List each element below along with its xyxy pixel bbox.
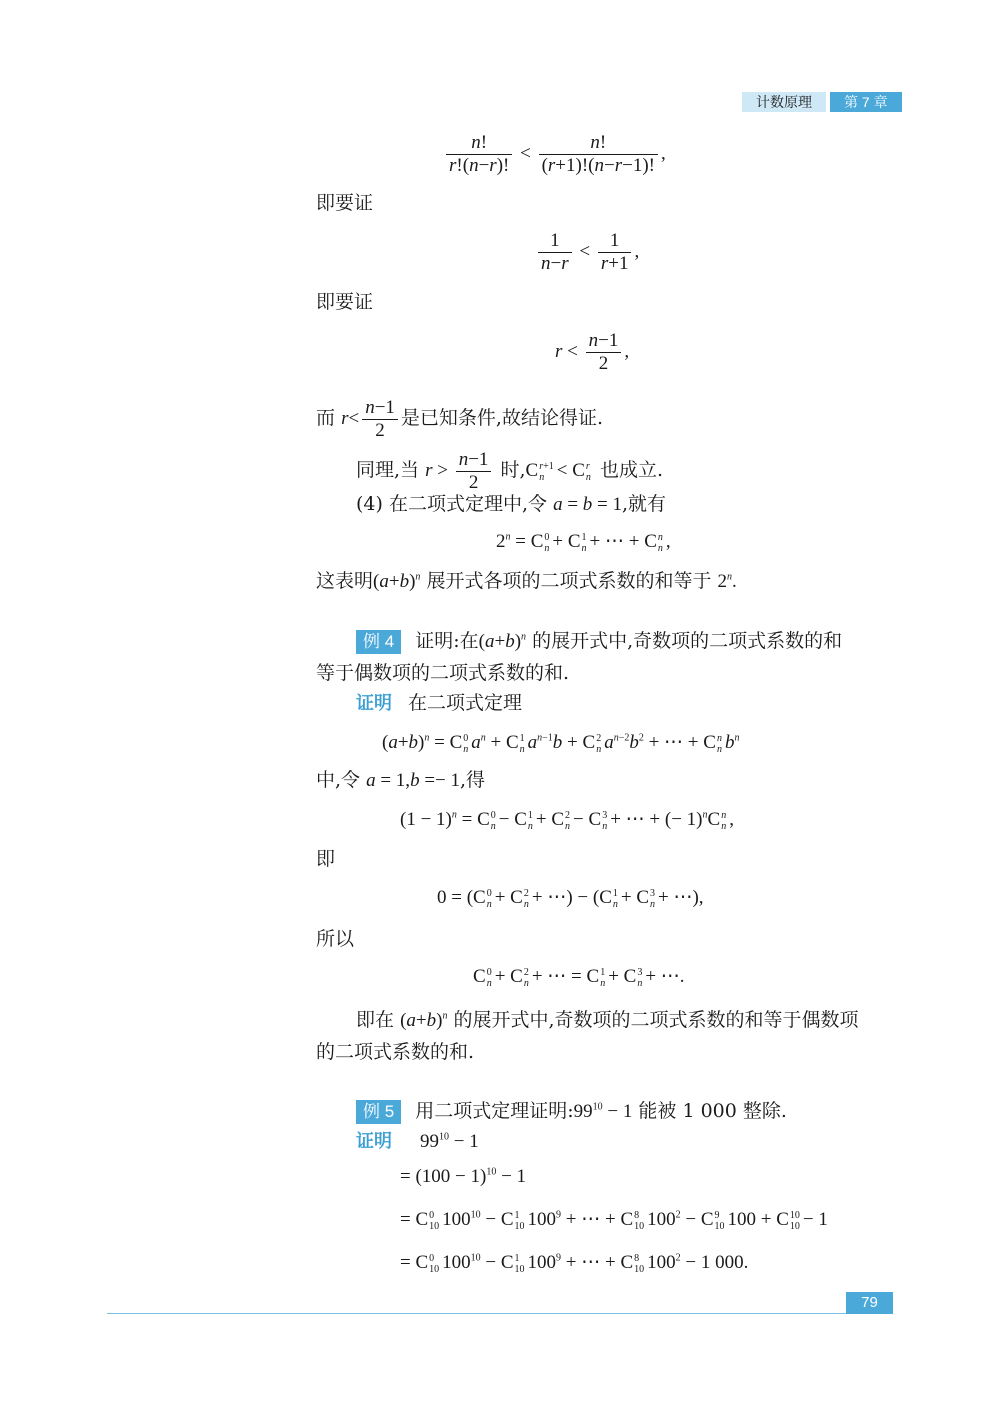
text-yao-zheng-1: 即要证 (316, 192, 374, 214)
example5-proof-start: 证明 $99^{10} - 1$ (356, 1131, 479, 1152)
ex4-conclusion-line: 即在 $(a+b)^n$ 的展开式中,奇数项的二项式系数的和等于偶数项 (356, 1009, 859, 1031)
text-ex4-ji: 即 (316, 848, 336, 870)
chapter-number: 第 7 章 (830, 92, 902, 112)
text-ex5-stmt-2: 能被 1 000 整除. (638, 1100, 787, 1122)
text-ex4-concl-1: 即在 (356, 1009, 395, 1031)
text-ex4-stmt-2: 的展开式中,奇数项的二项式系数的和 (532, 630, 843, 652)
page-number: 79 (846, 1292, 893, 1314)
ex4-let-line: 中,令 a = 1,b =− 1,得 (316, 769, 486, 791)
text-ex4-proof-1: 在二项式定理 (408, 692, 523, 714)
formula-factorial-inequality: $\frac{n!}{r!(n-r)!}$ < $\frac{n!}{(r+1)!(n-r-1)!}$ , (443, 132, 666, 177)
example4-statement: 例 4 证明:在$(a+b)^n$ 的展开式中,奇数项的二项式系数的和 (356, 628, 842, 655)
text-ex4-concl-2: 的展开式中,奇数项的二项式系数的和等于偶数项 (453, 1009, 859, 1031)
proof-label: 证明 (356, 693, 392, 713)
shows-line: 这表明$(a+b)^n$ 展开式各项的二项式系数的和等于 2$^n$. (316, 570, 737, 592)
text-tongli: 同理,当 (356, 458, 420, 481)
chapter-name: 计数原理 (742, 92, 826, 112)
example4-proof-start (356, 690, 522, 716)
example4-badge: 例 4 (356, 630, 401, 654)
known-condition-line: 而 r< $\frac{n-1}{2}$ 是已知条件,故结论得证. (316, 397, 603, 441)
text-yao-zheng-2: 即要证 (316, 291, 374, 313)
text-known-condition: 是已知条件,故结论得证. (400, 406, 603, 429)
text-ex4-stmt-1: 证明:在 (415, 630, 479, 652)
text-ex5-stmt-1: 用二项式定理证明: (415, 1100, 574, 1122)
text-part4-jiuyou: ,就有 (622, 493, 667, 515)
text-part4: 在二项式定理中,令 (388, 493, 548, 515)
proof-label: 证明 (356, 1131, 392, 1151)
formula-binomial-theorem: $(a+b)^n = C$ 0 n $a^n + C$ 1 n $a^{n-1}b + C$ 2 n $a^{n-2}b^2$ + ⋯ + C n n $b^n$ (382, 732, 740, 755)
tongli-line: 同理,当 r > $\frac{n-1}{2}$ 时,C r+1 n < C r n 也成立. (356, 449, 663, 493)
text-ex4-stmt-3: 等于偶数项的二项式系数的和. (316, 662, 570, 684)
text-ex4-suoyi: 所以 (316, 928, 355, 950)
text-ex4-zhong: 中,令 (316, 769, 361, 791)
formula-zero-equation: 0 = (C 0 n + C 2 n + ⋯) − (C 1 n + C 3 n + ⋯), (437, 887, 704, 910)
text-tongli-shi: 时, (500, 458, 526, 481)
example5-badge: 例 5 (356, 1100, 401, 1124)
footer-rule (107, 1313, 893, 1314)
formula-reciprocal-inequality: $\frac{1}{n-r}$ < $\frac{1}{r+1}$ , (535, 230, 639, 275)
formula-ex5-step2: = C 0 10 $100^{10} - C$ 1 10 $100^9$ + ⋯ + C 8 10 $100^2 - C$ 9 10 100 + C 10 10 − 1 (400, 1209, 828, 1232)
text-er: 而 (316, 406, 336, 429)
formula-ex5-step1: = $(100 - 1)^{10} - 1$ (400, 1166, 527, 1187)
text-shows-1: 这表明 (316, 570, 374, 592)
example5-statement: 例 5 用二项式定理证明$:99^{10} - 1$ 能被 1 000 整除. (356, 1098, 787, 1125)
formula-one-minus-one: $(1 - 1)^n = C$ 0 n − C 1 n + C 2 n − C 3 n + ⋯ + (− 1)$^n$C n n , (400, 809, 734, 832)
text-part4-label: (4) (356, 493, 383, 515)
chapter-header (742, 92, 902, 112)
formula-r-inequality: r < $\frac{n-1}{2}$ , (555, 330, 630, 374)
text-ex4-de: ,得 (460, 769, 486, 791)
text-ex4-concl-3: 的二项式系数的和. (316, 1041, 475, 1063)
formula-sum-two-power: $2^n = C$ 0 n + C 1 n + ⋯ + C n n , (496, 531, 671, 554)
text-shows-2: 展开式各项的二项式系数的和等于 (426, 570, 712, 592)
part4-line: (4) 在二项式定理中,令 a = b = 1,就有 (356, 493, 667, 515)
formula-even-odd-sum: C 0 n + C 2 n + ⋯ = C 1 n + C 3 n + ⋯. (473, 966, 685, 989)
formula-ex5-step3: = C 0 10 $100^{10} - C$ 1 10 $100^9$ + ⋯ + C 8 10 $100^2 - 1$ 000. (400, 1252, 749, 1275)
text-tongli-end: 也成立. (599, 458, 663, 481)
